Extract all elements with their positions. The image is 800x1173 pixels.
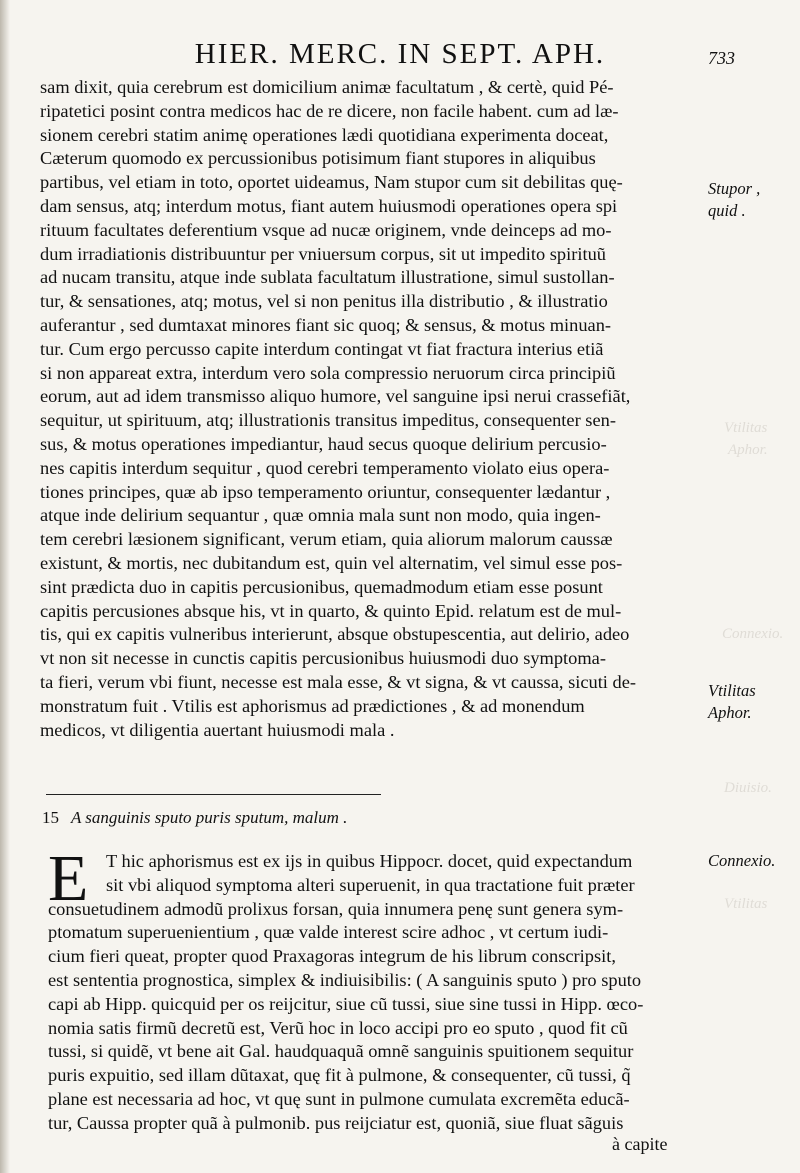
text-line: puris expuitio, sed illam dũtaxat, quę fit à pulmone, & consequenter, cũ tussi, q̃ — [48, 1065, 631, 1086]
text-line: capitis percusiones absque his, vt in quarto, & quinto Epid. relatum est de mul- — [40, 600, 622, 621]
text-line: sus, & motus operationes impediantur, haud secus quoque delirium percusio- — [40, 433, 607, 454]
ghost-mark: Connexio. — [722, 626, 784, 642]
text-line: cium fieri queat, propter quod Praxagoras integrum de his librum conscripsit, — [48, 946, 616, 967]
text-line: tur, Caussa propter quã à pulmonib. pus reijciatur est, quoniã, siue fluat sãguis — [48, 1112, 624, 1133]
ghost-mark: Vtilitas — [724, 420, 768, 436]
text-line: consuetudinem admodũ prolixus forsan, quia innumera penę sunt genera sym- — [48, 898, 624, 919]
text-line: tiones principes, quæ ab ipso temperamento oriuntur, consequenter lædantur , — [40, 481, 611, 502]
text-line: ad nucam transitu, atque inde sublata facultatum illustratione, simul sustollan- — [40, 267, 615, 288]
text-line: tis, qui ex capitis vulneribus interierunt, absque obstupescentia, aut delirio, adeo — [40, 624, 630, 645]
text-line: si non appareat extra, interdum vero sola compressio neruorum circa principiũ — [40, 362, 616, 383]
text-line: tur. Cum ergo percusso capite interdum contingat vt fiat fractura interius etiã — [40, 338, 604, 359]
text-line: atque inde delirium sequantur , quæ omnia mala sunt non modo, quia ingen- — [40, 505, 601, 526]
margin-note-line: Vtilitas — [708, 681, 756, 700]
aphorism-number: 15 — [42, 808, 59, 827]
margin-note — [708, 850, 775, 872]
margin-note — [708, 680, 756, 724]
page-number: 733 — [708, 48, 735, 68]
text-line: eorum, aut ad idem transmisso aliquo humore, vel sanguine ipsi nerui crassefiãt, — [40, 386, 631, 407]
text-line: nes capitis interdum sequitur , quod cerebri temperamento violato eius opera- — [40, 457, 610, 478]
running-head: HIER. MERC. IN SEPT. APH. — [194, 38, 606, 70]
text-line: monstratum fuit . Vtilis est aphorismus ad prædictiones , & ad monendum — [40, 695, 585, 716]
ghost-mark: Aphor. — [728, 442, 768, 458]
ghost-mark: Vtilitas — [724, 896, 768, 912]
commentary-block — [40, 76, 690, 742]
text-line: medicos, vt diligentia auertant huiusmodi mala . — [40, 719, 395, 740]
text-line: T hic aphorismus est ex ijs in quibus Hippocr. docet, quid expectandum — [106, 851, 633, 871]
text-line: dum irradiationis distribuuntur per vniuersum corpus, sit ut impedito spirituũ — [40, 243, 606, 264]
text-line: rituum facultates deferentium vsque ad nucæ originem, vnde deinceps ad mo- — [40, 219, 612, 240]
section-rule — [46, 794, 381, 795]
ghost-mark: Diuisio. — [724, 780, 772, 796]
aphorism-text: A sanguinis sputo puris sputum, malum . — [70, 808, 348, 827]
text-line: tur, & sensationes, atq; motus, vel si non penitus illa distributio , & illustratio — [40, 291, 608, 312]
text-line: vt non sit necesse in cunctis capitis percusionibus huiusmodi duo symptoma- — [40, 648, 606, 669]
text-line: dam sensus, atq; interdum motus, fiant autem huiusmodi operationes opera spi — [40, 195, 618, 216]
text-line: sionem cerebri statim animę operationes lædi quotidiana experimenta doceat, — [40, 124, 609, 145]
text-line: est sententia prognostica, simplex & indiuisibilis: ( A sanguinis sputo ) pro sputo — [48, 969, 642, 990]
margin-note — [708, 178, 760, 222]
aphorism-heading — [42, 808, 482, 828]
text-line: sint prædicta duo in capitis percusionibus, quemadmodum etiam esse posunt — [40, 576, 603, 597]
catchword: à capite — [612, 1134, 668, 1154]
margin-note-line: Connexio. — [708, 851, 776, 870]
text-line: tussi, si quidẽ, vt bene ait Gal. haudquaquã omnẽ sanguinis spuitionem sequitur — [48, 1041, 634, 1062]
text-line: auferantur , sed dumtaxat minores fiant sic quoq; & sensus, & motus minuan- — [40, 314, 612, 335]
drop-cap: E — [48, 842, 89, 915]
margin-note-line: Aphor. — [708, 703, 752, 722]
text-line: capi ab Hipp. quicquid per os reijcitur, siue cũ tussi, siue sine tussi in Hipp. œco- — [48, 993, 644, 1014]
text-line: partibus, vel etiam in toto, oportet uideamus, Nam stupor cum sit debilitas quę- — [40, 172, 623, 193]
text-line: sit vbi aliquod symptoma alteri superuenit, in qua tractatione fuit præter — [106, 874, 635, 895]
text-line: ta fieri, verum vbi fiunt, necesse est mala esse, & vt signa, & vt caussa, sicuti de- — [40, 671, 636, 692]
text-line: plane est necessaria ad hoc, vt quę sunt in pulmone cumulata excremẽta educã- — [48, 1088, 630, 1109]
page-gutter-shadow — [0, 0, 10, 1173]
aphorism-commentary-block — [48, 850, 694, 1136]
text-line: existunt, & mortis, nec dubitandum est, quin vel alternatim, vel simul esse pos- — [40, 552, 623, 573]
margin-note-line: Stupor , — [708, 179, 761, 198]
margin-note-line: quid . — [708, 201, 746, 220]
text-line: sequitur, ut spirituum, atq; illustrationis transitus impeditus, consequenter sen- — [40, 410, 616, 431]
text-line: nomia satis firmũ decretũ est, Verũ hoc in loco accipi pro eo sputo , quod fit cũ — [48, 1017, 628, 1038]
text-line: sam dixit, quia cerebrum est domicilium animæ facultatum , & certè, quid Pé- — [40, 77, 614, 97]
text-line: Cæterum quomodo ex percussionibus potisimum fiant stupores in aliquibus — [40, 148, 596, 169]
text-line: tem cerebri læsionem significant, verum etiam, quia aliorum malorum caussæ — [40, 529, 613, 550]
text-line: ptomatum superuenientium , quæ valde interest scire adhoc , vt certum iudi- — [48, 922, 609, 943]
text-line: ripatetici posint contra medicos hac de re dicere, non facile habent. cum ad læ- — [40, 100, 619, 121]
